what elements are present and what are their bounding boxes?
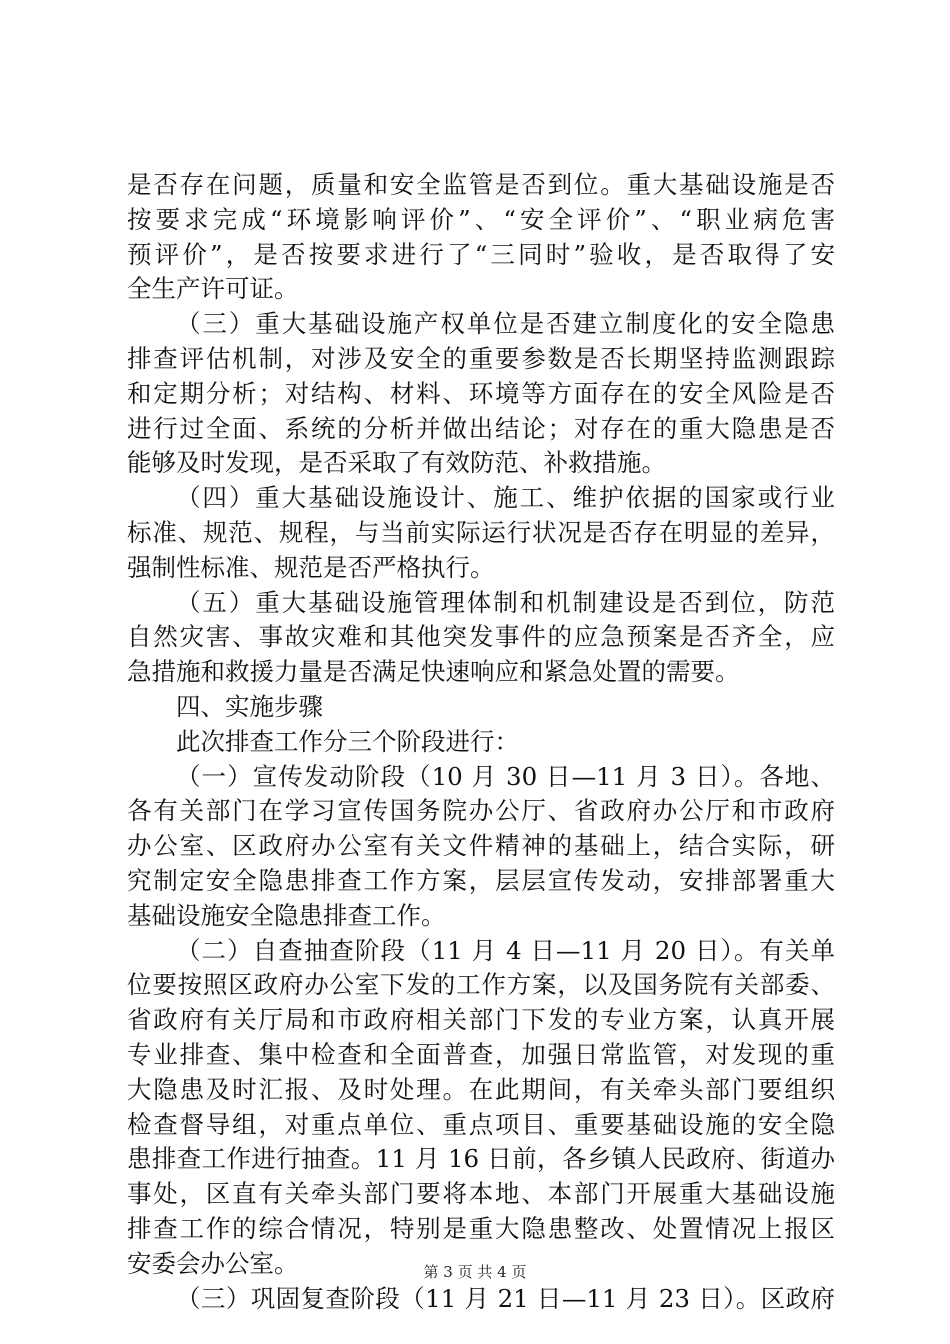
- section-heading: 四、实施步骤: [176, 691, 323, 721]
- body-line: （二）自查抽查阶段（11 月 4 日—11 月 20 日）。有关单: [176, 935, 835, 965]
- body-line: 究制定安全隐患排查工作方案，层层宣传发动，安排部署重大: [127, 865, 835, 895]
- body-line: （四）重大基础设施设计、施工、维护依据的国家或行业: [176, 483, 835, 513]
- body-line: 各有关部门在学习宣传国务院办公厅、省政府办公厅和市政府: [127, 796, 835, 826]
- body-line: 预评价”，是否按要求进行了“三同时”验收，是否取得了安: [127, 239, 835, 269]
- page-footer: 第 3 页 共 4 页: [423, 1263, 527, 1281]
- body-line: （一）宣传发动阶段（10 月 30 日—11 月 3 日）。各地、: [176, 761, 835, 791]
- body-line: 自然灾害、事故灾难和其他突发事件的应急预案是否齐全，应: [127, 622, 835, 652]
- body-line: 进行过全面、系统的分析并做出结论；对存在的重大隐患是否: [127, 413, 835, 443]
- document-body: [127, 168, 835, 1316]
- body-line: 检查督导组，对重点单位、重点项目、重要基础设施的安全隐: [127, 1109, 835, 1139]
- body-line: 此次排查工作分三个阶段进行：: [176, 726, 519, 756]
- body-line: 急措施和救援力量是否满足快速响应和紧急处置的需要。: [127, 657, 740, 687]
- body-line: 事处，区直有关牵头部门要将本地、本部门开展重大基础设施: [127, 1179, 835, 1209]
- body-line: 能够及时发现，是否采取了有效防范、补救措施。: [127, 448, 666, 478]
- body-line: 大隐患及时汇报、及时处理。在此期间，有关牵头部门要组织: [127, 1074, 835, 1104]
- body-line: 专业排查、集中检查和全面普查，加强日常监管，对发现的重: [127, 1039, 835, 1069]
- body-line: 强制性标准、规范是否严格执行。: [127, 552, 495, 582]
- body-line: （五）重大基础设施管理体制和机制建设是否到位，防范: [176, 587, 835, 617]
- body-line: 安委会办公室。: [127, 1248, 299, 1278]
- body-line: 和定期分析；对结构、材料、环境等方面存在的安全风险是否: [127, 378, 835, 408]
- body-line: 省政府有关厅局和市政府相关部门下发的专业方案，认真开展: [127, 1005, 835, 1035]
- body-line: 是否存在问题，质量和安全监管是否到位。重大基础设施是否: [127, 170, 835, 199]
- body-line: 排查工作的综合情况，特别是重大隐患整改、处置情况上报区: [127, 1213, 835, 1243]
- body-line: 基础设施安全隐患排查工作。: [127, 900, 446, 930]
- body-line: 全生产许可证。: [127, 274, 299, 304]
- body-line: 办公室、区政府办公室有关文件精神的基础上，结合实际，研: [127, 831, 835, 861]
- body-line: （三）重大基础设施产权单位是否建立制度化的安全隐患: [176, 309, 835, 339]
- body-line: 位要按照区政府办公室下发的工作方案，以及国务院有关部委、: [127, 970, 835, 1000]
- body-line: 按要求完成“环境影响评价”、“安全评价”、“职业病危害: [127, 204, 835, 234]
- body-line: 标准、规范、规程，与当前实际运行状况是否存在明显的差异，: [127, 517, 835, 547]
- body-line: 排查评估机制，对涉及安全的重要参数是否长期坚持监测跟踪: [127, 343, 835, 373]
- body-line: （三）巩固复查阶段（11 月 21 日—11 月 23 日）。区政府: [176, 1283, 835, 1313]
- body-line: 患排查工作进行抽查。11 月 16 日前，各乡镇人民政府、街道办: [127, 1144, 835, 1174]
